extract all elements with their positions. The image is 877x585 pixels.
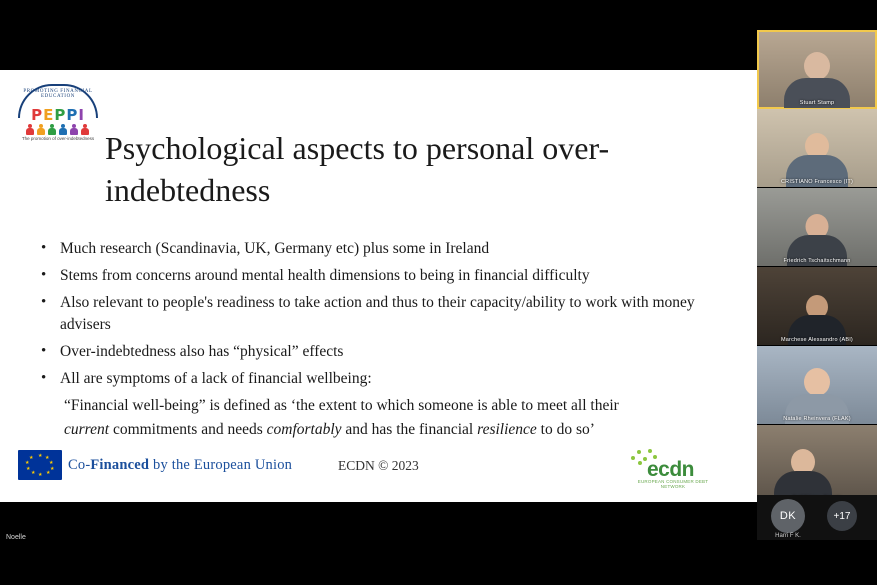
logo-letter-3: P <box>54 106 67 124</box>
quote-emphasis-comfortably: comfortably <box>266 421 342 438</box>
quote-emphasis-current: current <box>64 421 110 438</box>
logo-arc-text: PROMOTING FINANCIAL EDUCATION <box>23 89 93 99</box>
copyright-text: ECDN © 2023 <box>338 458 419 473</box>
participant-tile[interactable] <box>757 30 877 109</box>
quote-line-2 <box>36 419 741 441</box>
ecdn-logo <box>625 446 721 488</box>
quote-text-tail: to do so’ <box>536 421 595 438</box>
participant-name: Marchese Alessandro (ABI) <box>781 337 853 343</box>
logo-letter-4: P <box>66 106 79 124</box>
list-item: • Also relevant to people's readiness to take action and thus to their capacity/ability to work with money advisers <box>36 292 741 336</box>
avatar[interactable]: DK <box>771 499 805 533</box>
logo-letter-1: P <box>31 106 44 124</box>
ecdn-subtitle: EUROPEAN CONSUMER DEBT NETWORK <box>637 479 709 489</box>
eu-text-part-1: Co- <box>68 457 91 473</box>
list-item: • Much research (Scandinavia, UK, Germany etc) plus some in Ireland <box>36 238 741 260</box>
quote-emphasis-resilience: resilience <box>477 421 537 438</box>
participant-name: Stuart Stamp <box>799 100 835 106</box>
logo-people-icon <box>26 122 90 134</box>
quote-text-mid-2: and has the financial <box>341 421 478 438</box>
overflow-participants-row[interactable] <box>757 495 877 540</box>
list-item: • Over-indebtedness also has “physical” effects <box>36 341 741 363</box>
avatar-name-label: Harri F K. <box>775 533 801 539</box>
logo-letter-2: E <box>43 106 55 124</box>
participant-name: CRISTIANO Francesco (IT) <box>780 179 854 185</box>
participant-strip[interactable] <box>757 30 877 508</box>
participant-tile[interactable] <box>757 267 877 346</box>
slide-bullet-list <box>36 238 741 443</box>
ecdn-wordmark: ecdn <box>647 458 695 481</box>
list-item: • All are symptoms of a lack of financial wellbeing: <box>36 368 741 390</box>
eu-flag-icon: ★ ★ ★ ★ ★ ★ ★ ★ ★ ★ <box>18 450 62 480</box>
eu-text-part-2: Financed <box>90 457 150 473</box>
list-item: • Stems from concerns around mental health dimensions to being in financial difficulty <box>36 265 741 287</box>
participant-tile[interactable] <box>757 109 877 188</box>
more-participants-button[interactable]: +17 <box>827 501 857 531</box>
slide-footer <box>0 440 757 502</box>
quote-text-mid-1: commitments and needs <box>109 421 267 438</box>
eu-text-part-3: by the E <box>149 457 203 473</box>
participant-tile[interactable] <box>757 188 877 267</box>
quote-line-1: “Financial well-being” is defined as ‘the extent to which someone is able to meet all their <box>64 397 619 414</box>
logo-subtitle: The promotion of over-indebtedness <box>21 136 95 141</box>
self-view-label: Noelle <box>6 534 26 541</box>
peppi-logo <box>14 84 102 146</box>
participant-tile[interactable] <box>757 346 877 425</box>
shared-slide[interactable] <box>0 70 757 502</box>
participant-name: Friedrich Tschaitschmann <box>783 258 851 264</box>
participant-name: Natalie Rheinvera (FLAK) <box>783 416 851 422</box>
slide-title: Psychological aspects to personal over-indebtedness <box>105 130 610 208</box>
eu-cofinance-text <box>68 457 292 474</box>
participant-tile[interactable] <box>757 425 877 504</box>
logo-letter-5: I <box>78 106 85 124</box>
eu-text-part-4: uropean Union <box>202 457 293 473</box>
